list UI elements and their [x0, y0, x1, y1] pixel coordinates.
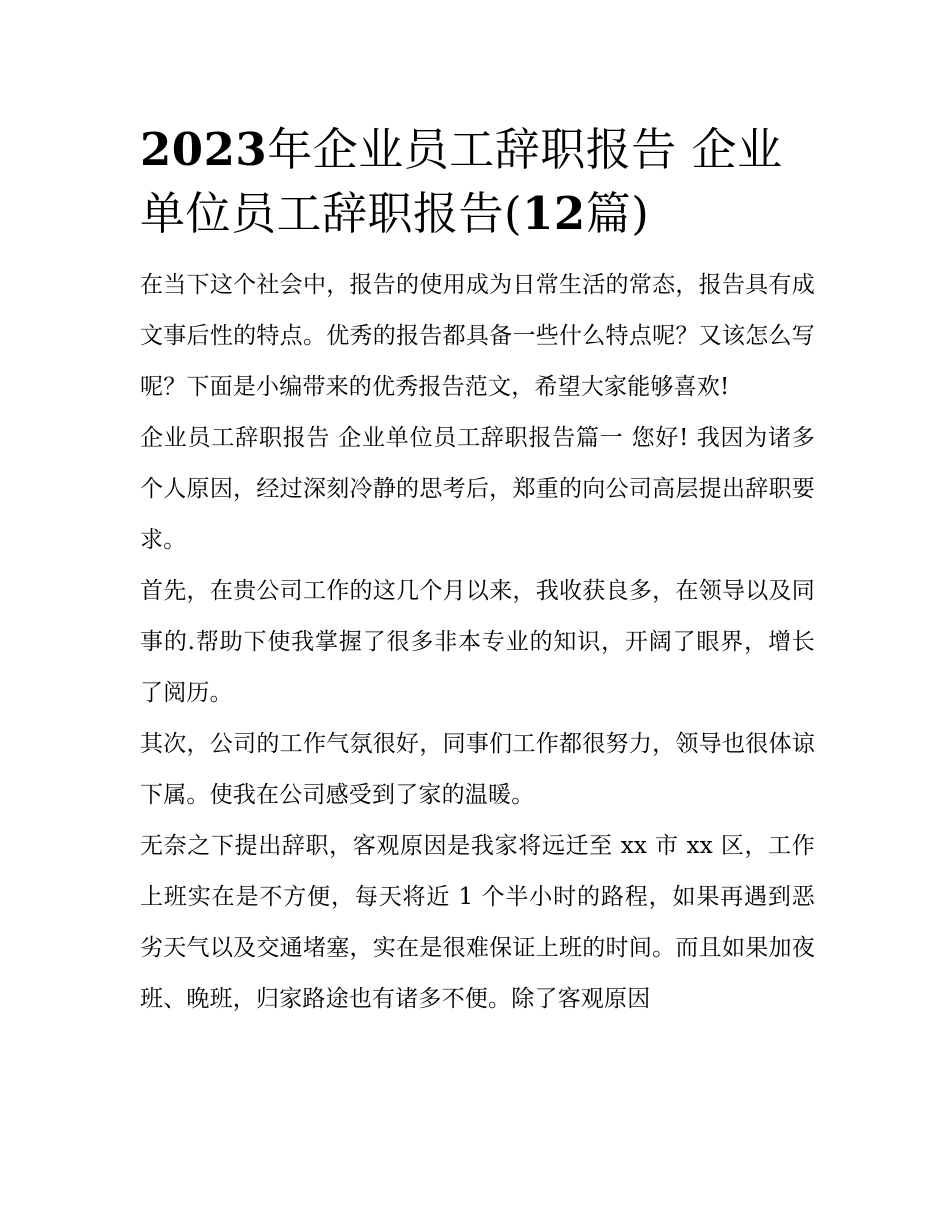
title-suffix: 篇)	[585, 187, 650, 240]
document-page	[140, 118, 815, 1025]
title-text: 年企业员工辞职报告 企业单位员工辞职报告(	[140, 123, 783, 240]
paragraph-intro: 在当下这个社会中，报告的使用成为日常生活的常态，报告具有成文事后性的特点。优秀的报告都具备一些什么特点呢？又该怎么写呢？下面是小编带来的优秀报告范文，希望大家能够喜欢!	[140, 272, 815, 400]
paragraph-reason: 无奈之下提出辞职，客观原因是我家将远迁至 xx 市 xx 区，工作上班实在是不方便，每天将近 1 个半小时的路程，如果再遇到恶劣天气以及交通堵塞，实在是很难保证上班的时间。而且如果加夜班、晚班，归家路途也有诸多不便。除了客观原因	[140, 833, 815, 1012]
document-title	[140, 118, 815, 246]
paragraph-second: 其次，公司的工作气氛很好，同事们工作都很努力，领导也很体谅下属。使我在公司感受到了家的温暖。	[140, 731, 815, 808]
paragraph-first: 首先，在贵公司工作的这几个月以来，我收获良多，在领导以及同事的.帮助下使我掌握了很多非本专业的知识，开阔了眼界，增长了阅历。	[140, 578, 815, 706]
title-year: 2023	[140, 123, 268, 176]
title-count: 12	[522, 187, 586, 240]
paragraph-opening: 企业员工辞职报告 企业单位员工辞职报告篇一 您好! 我因为诸多个人原因，经过深刻冷静的思考后，郑重的向公司高层提出辞职要求。	[140, 425, 815, 553]
